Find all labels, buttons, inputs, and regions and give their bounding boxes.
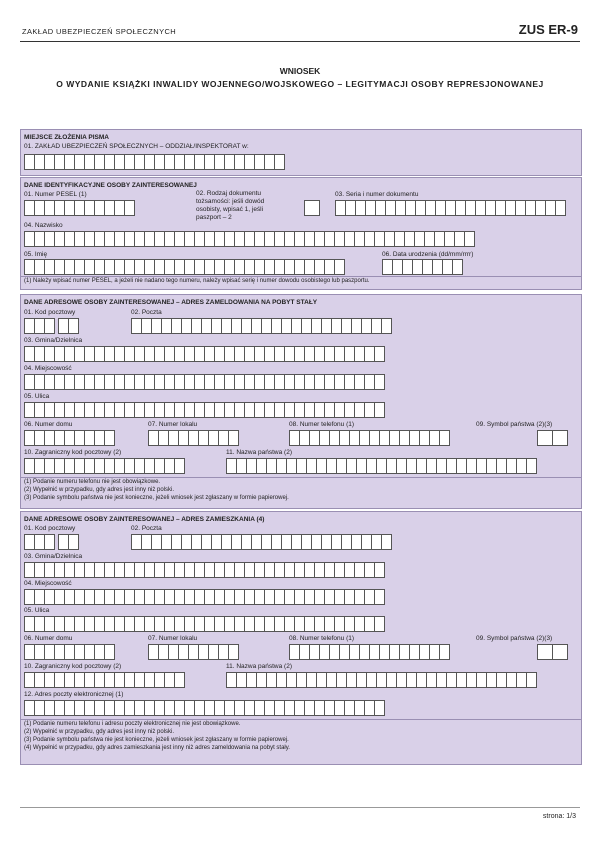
section-heading: MIEJSCE ZŁOŻENIA PISMA — [24, 134, 109, 141]
field-label: 04. Miejscowość — [24, 365, 72, 372]
section-identification — [20, 177, 582, 290]
postal-code-input[interactable] — [24, 534, 78, 550]
char-box[interactable] — [374, 562, 385, 578]
birth-date-input[interactable] — [382, 259, 462, 275]
char-box[interactable] — [439, 644, 450, 660]
footnote: (3) Podanie symbolu państwa nie jest konieczne, jeżeli wniosek jest zgłaszany w formie papierowej. — [24, 495, 289, 501]
char-box[interactable] — [104, 430, 115, 446]
header-institution: ZAKŁAD UBEZPIECZEŃ SPOŁECZNYCH — [22, 27, 177, 36]
footnote: (1) Należy wpisać numer PESEL, a jeżeli nie nadano tego numeru, należy wpisać serię i numer dowodu osobistego lub paszportu. — [24, 278, 370, 284]
field-label: 01. Kod pocztowy — [24, 525, 76, 532]
char-box[interactable] — [228, 430, 239, 446]
char-box[interactable] — [44, 318, 55, 334]
char-box[interactable] — [552, 430, 568, 446]
section-residence-address — [20, 511, 582, 765]
char-box[interactable] — [374, 589, 385, 605]
divider — [21, 276, 581, 277]
char-box[interactable] — [174, 672, 185, 688]
field-label: 05. Ulica — [24, 393, 50, 400]
surname-input[interactable] — [24, 231, 474, 247]
char-box[interactable] — [228, 644, 239, 660]
field-label: 04. Miejscowość — [24, 580, 72, 587]
char-box[interactable] — [68, 534, 79, 550]
section-heading: DANE ADRESOWE OSOBY ZAINTERESOWANEJ – ADRES ZAMIESZKANIA (4) — [24, 516, 265, 523]
field-label: 06. Numer domu — [24, 421, 73, 428]
char-box[interactable] — [537, 430, 553, 446]
footnote: (1) Podanie numeru telefonu i adresu poczty elektronicznej nie jest obowiązkowe. — [24, 721, 241, 727]
municipality-input[interactable] — [24, 562, 384, 578]
postal-code-input[interactable] — [24, 318, 78, 334]
char-box[interactable] — [526, 672, 537, 688]
field-label: 11. Nazwa państwa (2) — [226, 449, 292, 456]
email-input[interactable] — [24, 700, 384, 716]
street-input[interactable] — [24, 402, 384, 418]
document-type-input[interactable] — [304, 200, 319, 216]
country-name-input[interactable] — [226, 458, 536, 474]
field-label: paszport – 2 — [196, 214, 232, 221]
char-box[interactable] — [381, 534, 392, 550]
field-label: 09. Symbol państwa (2)(3) — [476, 635, 553, 642]
field-label: 02. Poczta — [131, 525, 162, 532]
page-number: strona: 1/3 — [542, 813, 576, 820]
field-label: 04. Nazwisko — [24, 222, 63, 229]
char-box[interactable] — [334, 259, 345, 275]
char-box[interactable] — [304, 200, 320, 216]
section-heading: DANE ADRESOWE OSOBY ZAINTERESOWANEJ – ADRES ZAMELDOWANIA NA POBYT STAŁY — [24, 299, 318, 306]
field-label: 07. Numer lokalu — [148, 421, 198, 428]
apartment-number-input[interactable] — [148, 430, 238, 446]
post-office-input[interactable] — [131, 534, 391, 550]
field-label: 03. Gmina/Dzielnica — [24, 553, 83, 560]
municipality-input[interactable] — [24, 346, 384, 362]
char-box[interactable] — [526, 458, 537, 474]
section-registered-address — [20, 294, 582, 509]
field-label: 10. Zagraniczny kod pocztowy (2) — [24, 449, 122, 456]
footnote: (4) Wypełnić w przypadku, gdy adres zamieszkania jest inny niż adres zameldowania na pobyt stały. — [24, 745, 290, 751]
char-box[interactable] — [174, 458, 185, 474]
country-name-input[interactable] — [226, 672, 536, 688]
field-label: 12. Adres poczty elektronicznej (1) — [24, 691, 124, 698]
field-label: 11. Nazwa państwa (2) — [226, 663, 292, 670]
footnote: (2) Wypełnić w przypadku, gdy adres jest inny niż polski. — [24, 729, 175, 735]
field-label: 08. Numer telefonu (1) — [289, 635, 355, 642]
char-box[interactable] — [274, 154, 285, 170]
field-label: 09. Symbol państwa (2)(3) — [476, 421, 553, 428]
field-label: 03. Gmina/Dzielnica — [24, 337, 83, 344]
field-label: 06. Numer domu — [24, 635, 73, 642]
locality-input[interactable] — [24, 374, 384, 390]
field-label: 02. Poczta — [131, 309, 162, 316]
field-label: 10. Zagraniczny kod pocztowy (2) — [24, 663, 122, 670]
footer-rule — [20, 807, 580, 808]
country-symbol-input[interactable] — [537, 644, 567, 660]
footnote: (3) Podanie symbolu państwa nie jest konieczne, jeżeli wniosek jest zgłaszany w formie papierowej. — [24, 737, 289, 743]
street-input[interactable] — [24, 616, 384, 632]
char-box[interactable] — [552, 644, 568, 660]
zus-branch-input[interactable] — [24, 154, 284, 170]
char-box[interactable] — [374, 616, 385, 632]
field-label: 02. Rodzaj dokumentu — [196, 190, 262, 197]
divider — [21, 719, 581, 720]
header-rule — [20, 41, 580, 42]
first-name-input[interactable] — [24, 259, 344, 275]
locality-input[interactable] — [24, 589, 384, 605]
char-box[interactable] — [537, 644, 553, 660]
document-number-input[interactable] — [335, 200, 565, 216]
char-box[interactable] — [381, 318, 392, 334]
char-box[interactable] — [374, 346, 385, 362]
char-box[interactable] — [464, 231, 475, 247]
pesel-input[interactable] — [24, 200, 134, 216]
char-box[interactable] — [104, 644, 115, 660]
house-number-input[interactable] — [24, 430, 114, 446]
phone-input[interactable] — [289, 430, 449, 446]
foreign-postal-code-input[interactable] — [24, 458, 184, 474]
field-label: 03. Seria i numer dokumentu — [335, 191, 419, 198]
field-label: 05. Imię — [24, 251, 48, 258]
footnote: (1) Podanie numeru telefonu nie jest obowiązkowe. — [24, 479, 161, 485]
field-label: 01. ZAKŁAD UBEZPIECZEŃ SPOŁECZNYCH – ODDZIAŁ/INSPEKTORAT w: — [24, 143, 249, 150]
form-title: WNIOSEK — [279, 66, 321, 76]
field-label: 01. Kod pocztowy — [24, 309, 76, 316]
field-label: tożsamości: jeśli dowód — [196, 198, 265, 205]
section-place-of-submission — [20, 129, 582, 176]
field-label: osobisty, wpisać 1, jeśli — [196, 206, 264, 213]
section-heading: DANE IDENTYFIKACYJNE OSOBY ZAINTERESOWANEJ — [24, 182, 197, 189]
house-number-input[interactable] — [24, 644, 114, 660]
char-box[interactable] — [124, 200, 135, 216]
field-label: 01. Numer PESEL (1) — [24, 191, 87, 198]
field-label: 08. Numer telefonu (1) — [289, 421, 355, 428]
divider — [21, 477, 581, 478]
apartment-number-input[interactable] — [148, 644, 238, 660]
field-label: 07. Numer lokalu — [148, 635, 198, 642]
char-box[interactable] — [555, 200, 566, 216]
post-office-input[interactable] — [131, 318, 391, 334]
footnote: (2) Wypełnić w przypadku, gdy adres jest inny niż polski. — [24, 487, 175, 493]
foreign-postal-code-input[interactable] — [24, 672, 184, 688]
char-box[interactable] — [374, 402, 385, 418]
phone-input[interactable] — [289, 644, 449, 660]
char-box[interactable] — [439, 430, 450, 446]
field-label: 06. Data urodzenia (dd/mm/rrrr) — [382, 251, 474, 258]
field-label: 05. Ulica — [24, 607, 50, 614]
char-box[interactable] — [374, 374, 385, 390]
form-subtitle: O WYDANIE KSIĄŻKI INWALIDY WOJENNEGO/WOJSKOWEGO – LEGITYMACJI OSOBY REPRESJONOWANEJ — [56, 79, 544, 89]
form-code: ZUS ER-9 — [518, 22, 578, 37]
country-symbol-input[interactable] — [537, 430, 567, 446]
char-box[interactable] — [68, 318, 79, 334]
char-box[interactable] — [452, 259, 463, 275]
char-box[interactable] — [44, 534, 55, 550]
char-box[interactable] — [374, 700, 385, 716]
